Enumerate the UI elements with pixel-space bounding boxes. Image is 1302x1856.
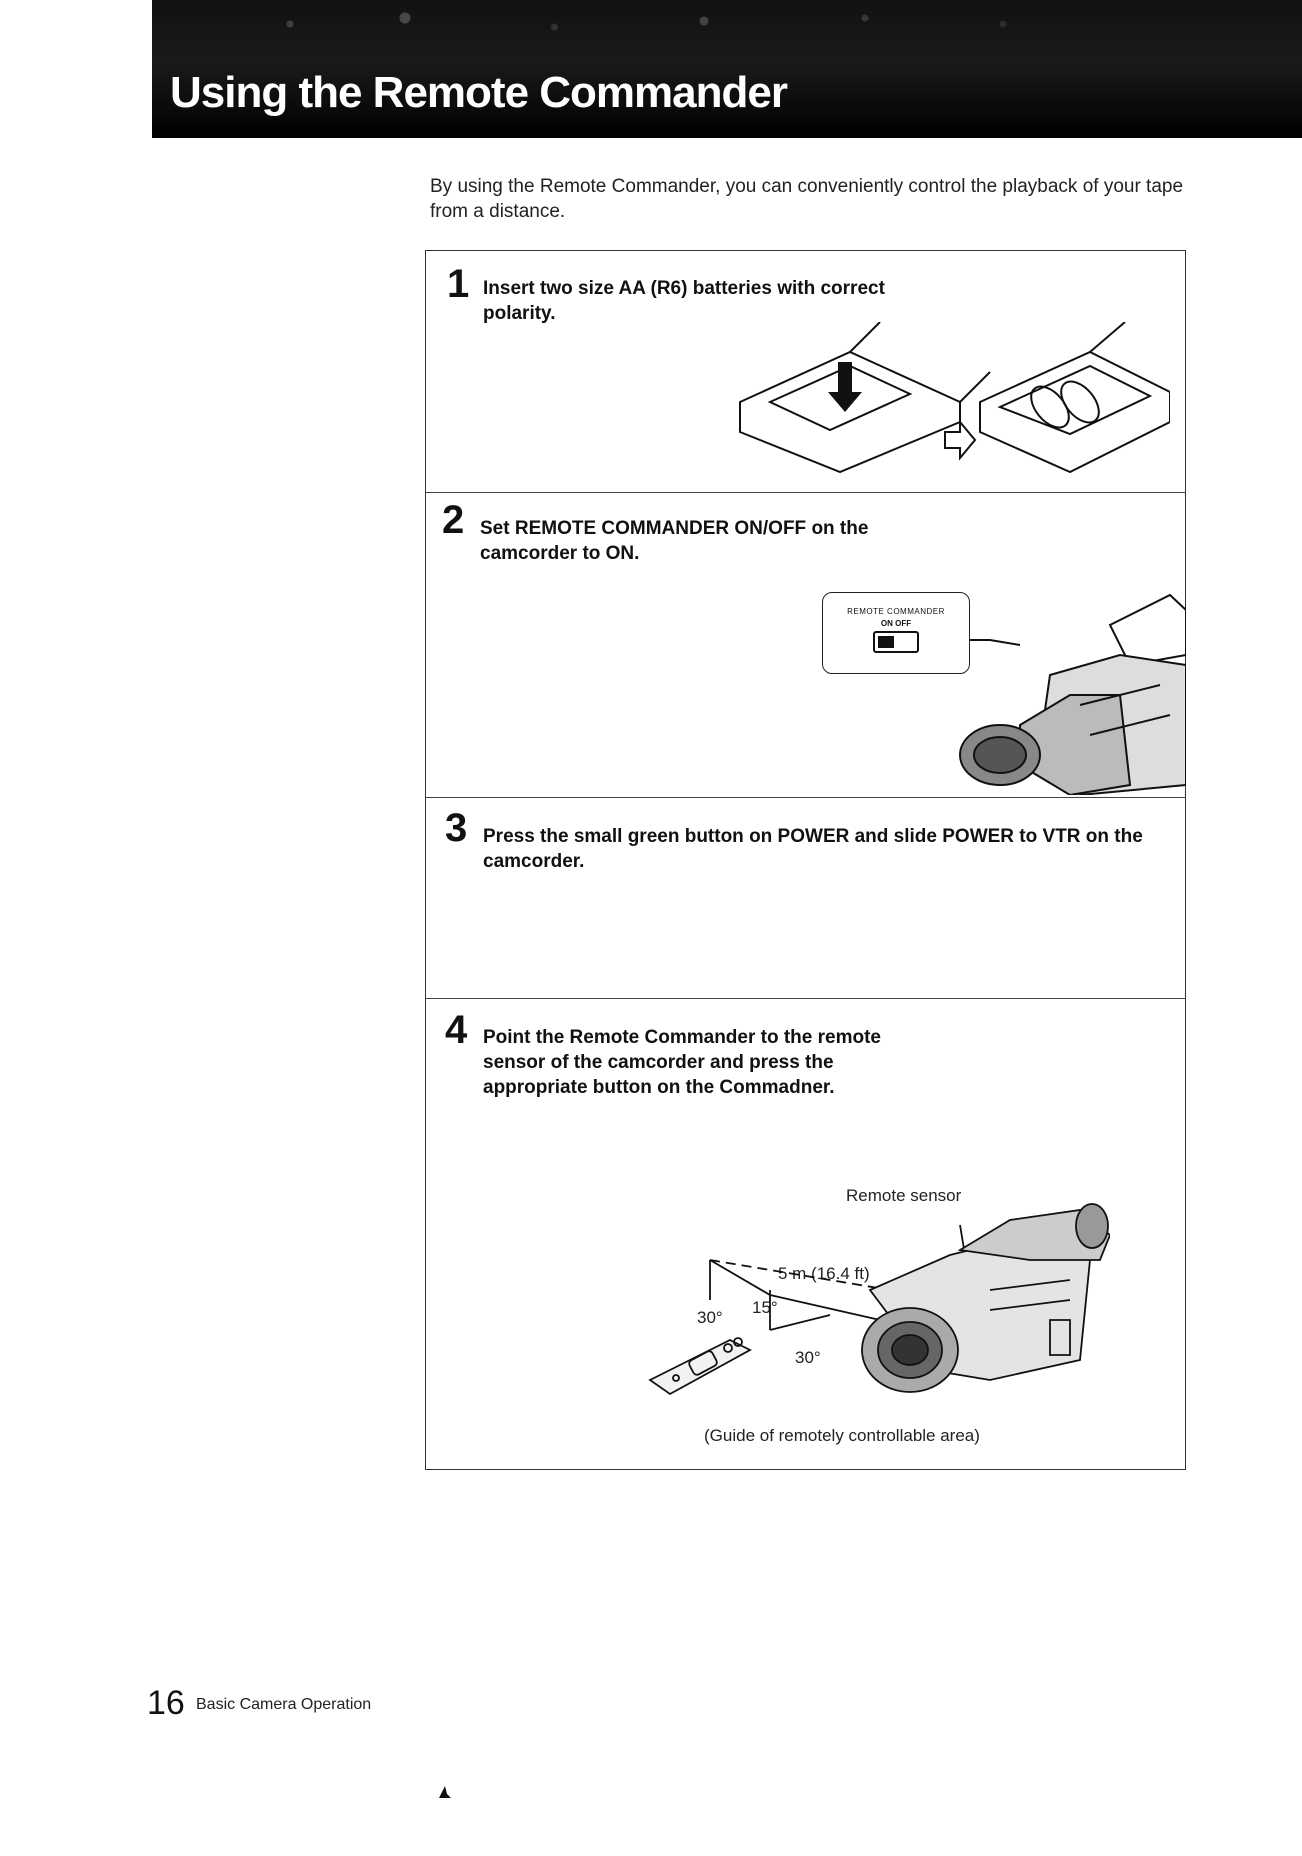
step-3-text: Press the small green button on POWER and slide POWER to VTR on the camcorder.: [483, 826, 1143, 872]
remote-sensor-label: Remote sensor: [846, 1186, 962, 1205]
battery-insertion-illustration: [730, 322, 1170, 482]
angle-right-label: 30°: [795, 1348, 821, 1367]
angle-center-label: 15°: [752, 1298, 778, 1317]
remote-range-illustration: [630, 1180, 1110, 1420]
intro-paragraph: By using the Remote Commander, you can conveniently control the playback of your tape from a distance.: [430, 176, 1184, 222]
step-1-text: Insert two size AA (R6) batteries with correct polarity.: [483, 278, 885, 324]
range-distance-label: 5 m (16.4 ft): [778, 1264, 870, 1283]
header-texture: [152, 0, 1302, 60]
step-divider-3: [425, 998, 1186, 999]
step-3-number: 3: [445, 806, 468, 850]
page-number: 16: [147, 1684, 185, 1722]
step-2-number: 2: [442, 498, 465, 542]
camcorder-side-illustration: [920, 585, 1186, 795]
registration-mark-icon: [437, 1784, 453, 1800]
range-caption: (Guide of remotely controllable area): [704, 1426, 980, 1445]
step-4-text: Point the Remote Commander to the remote sensor of the camcorder and press the appropriate button on the Commadner.: [483, 1027, 881, 1098]
step-4-number: 4: [445, 1008, 468, 1052]
switch-panel-label: REMOTE COMMANDER: [847, 607, 945, 616]
step-divider-2: [425, 797, 1186, 798]
step-1-number: 1: [447, 262, 470, 306]
remote-commander-switch: [873, 631, 919, 653]
angle-left-label: 30°: [697, 1308, 723, 1327]
step-divider-1: [425, 492, 1186, 493]
switch-panel-positions: ON OFF: [880, 619, 912, 628]
page-title: Using the Remote Commander: [170, 68, 787, 117]
section-name: Basic Camera Operation: [196, 1696, 372, 1713]
step-2-text: Set REMOTE COMMANDER ON/OFF on the camcorder to ON.: [480, 518, 869, 564]
